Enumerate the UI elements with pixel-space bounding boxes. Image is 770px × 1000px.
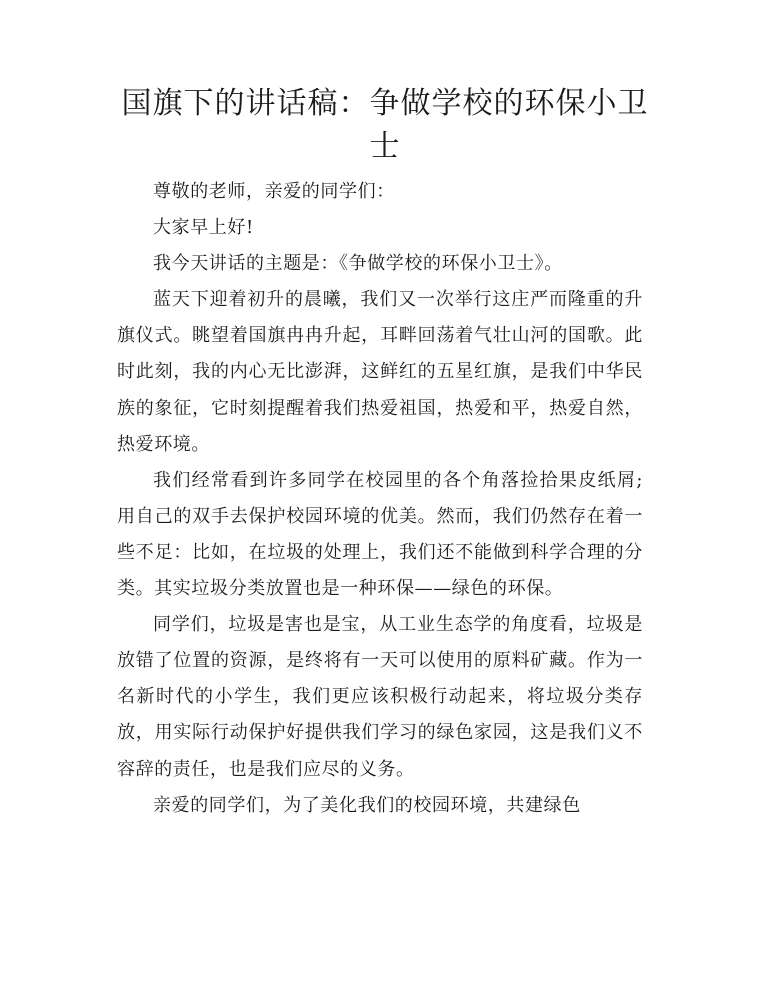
document-body <box>117 174 643 824</box>
paragraph-closing: 亲爱的同学们，为了美化我们的校园环境，共建绿色 <box>153 794 581 816</box>
paragraph-garbage-resource: 同学们，垃圾是害也是宝，从工业生态学的角度看，垃圾是放错了位置的资源，是终将有一天可以使用的原料矿藏。作为一名新时代的小学生，我们更应该积极行动起来，将垃圾分类存放，用实际行动保护好提供我们学习的绿色家园，这是我们义不容辞的责任，也是我们应尽的义务。 <box>117 614 643 780</box>
paragraph-flag-ceremony: 蓝天下迎着初升的晨曦，我们又一次举行这庄严而隆重的升旗仪式。眺望着国旗冉冉升起，耳畔回荡着气壮山河的国歌。此时此刻，我的内心无比澎湃，这鲜红的五星红旗，是我们中华民族的象征，它时刻提醒着我们热爱祖国，热爱和平，热爱自然，热爱环境。 <box>117 289 643 455</box>
paragraph-topic: 我今天讲话的主题是：《争做学校的环保小卫士》。 <box>153 253 563 275</box>
paragraph-hello: 大家早上好! <box>153 217 254 239</box>
document-title: 国旗下的讲话稿：争做学校的环保小卫士 <box>121 86 649 164</box>
paragraph-campus-cleaning: 我们经常看到许多同学在校园里的各个角落捡拾果皮纸屑;用自己的双手去保护校园环境的优美。然而，我们仍然存在着一些不足：比如，在垃圾的处理上，我们还不能做到科学合理的分类。其实垃圾分类放置也是一种环保——绿色的环保。 <box>117 469 643 600</box>
paragraph-greeting: 尊敬的老师，亲爱的同学们： <box>153 181 395 202</box>
